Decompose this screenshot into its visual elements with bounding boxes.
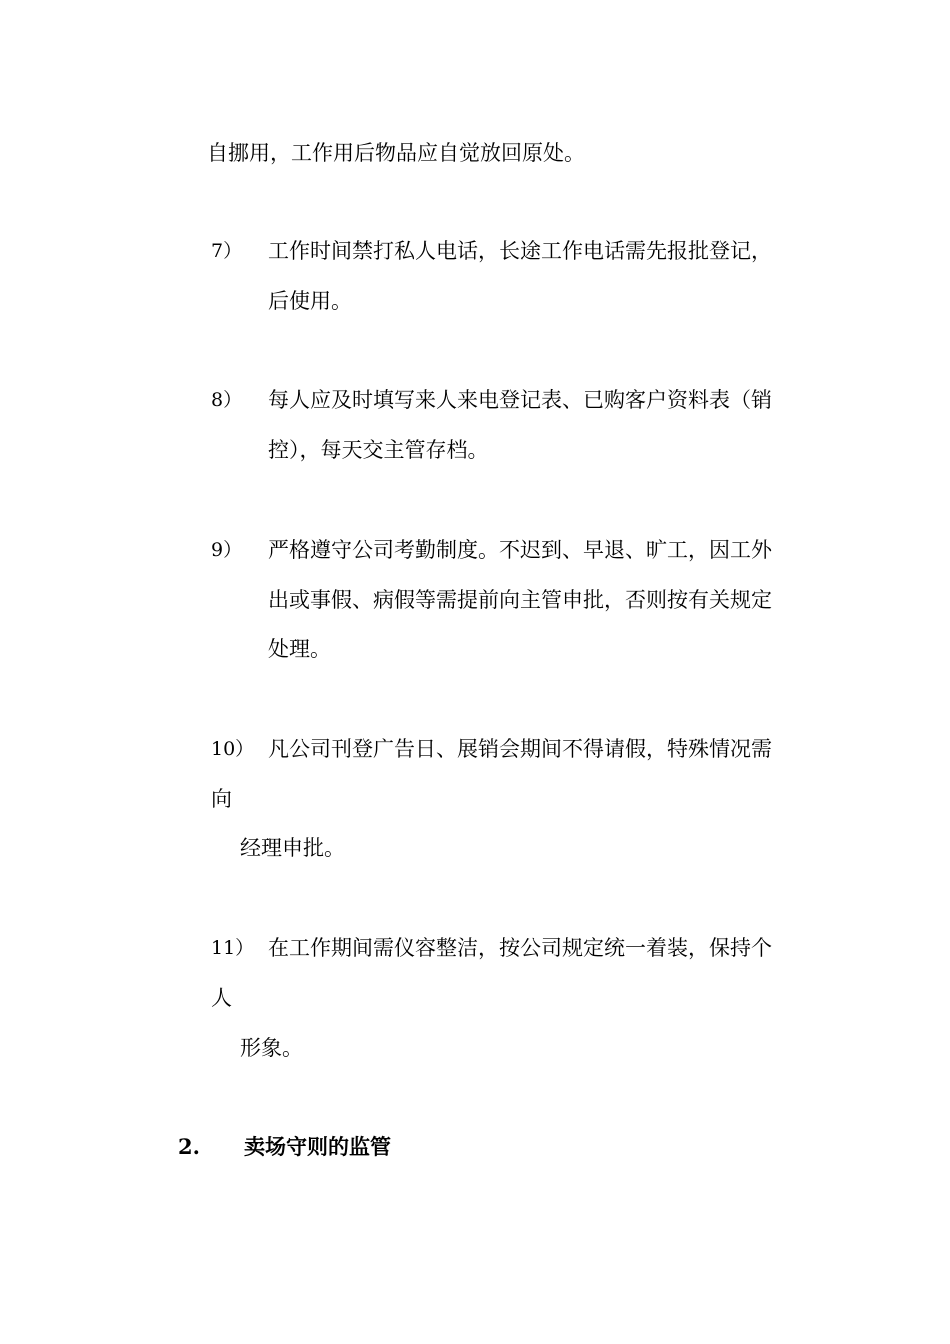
item-text: 工作时间禁打私人电话，长途工作电话需先报批登记， [268, 239, 772, 263]
item-text: 后使用。 [268, 289, 352, 313]
item-text: 控），每天交主管存档。 [268, 438, 489, 462]
item-text: 经理申批。 [240, 836, 345, 860]
section-number: 2. [178, 1134, 200, 1159]
section-title: 卖场守则的监管 [244, 1134, 391, 1159]
item-text: 在工作期间需仪容整洁，按公司规定统一着装，保持个 [268, 936, 772, 960]
item-text: 严格遵守公司考勤制度。不迟到、早退、旷工，因工外 [268, 538, 772, 562]
item-number: 8） [211, 389, 243, 411]
item-number: 11） [211, 937, 255, 959]
item-text: 凡公司刊登广告日、展销会期间不得请假，特殊情况需 [268, 737, 772, 761]
item-text: 出或事假、病假等需提前向主管申批，否则按有关规定 [268, 588, 772, 612]
item-text: 处理。 [268, 637, 331, 661]
item-text: 每人应及时填写来人来电登记表、已购客户资料表（销 [268, 388, 772, 412]
item-text: 向 [211, 787, 232, 811]
item-text: 形象。 [240, 1036, 303, 1060]
continuation-text: 自挪用，工作用后物品应自觉放回原处。 [207, 141, 585, 165]
item-number: 7） [211, 240, 243, 262]
item-number: 9） [211, 539, 243, 561]
item-number: 10） [211, 738, 255, 760]
item-text: 人 [211, 986, 232, 1010]
